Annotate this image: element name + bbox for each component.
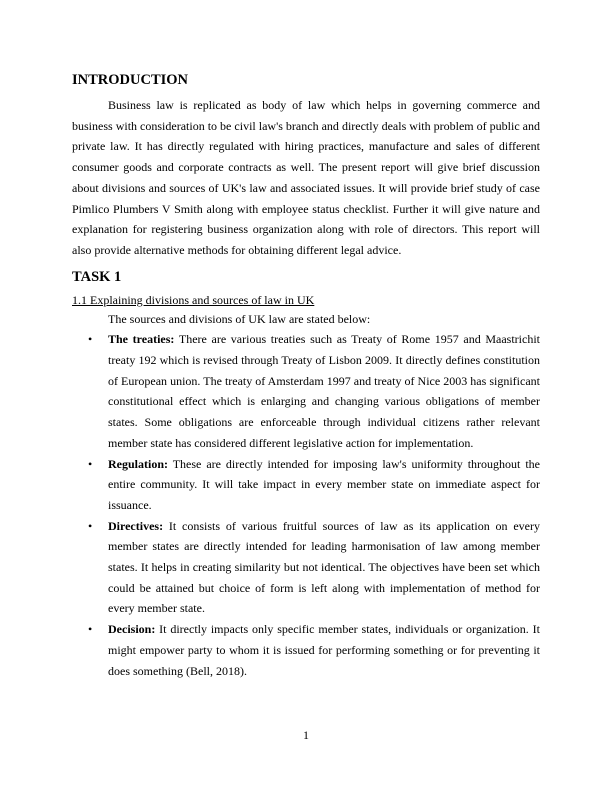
list-item-term: Decision: — [108, 622, 156, 637]
intro-paragraph: Business law is replicated as body of law which helps in governing commerce and business with consideration to be civil law's branch and directly deals with problem of public and private law. It has directly regulated with hiring practices, manufacture and sales of different consumer goods and corporate contracts as well. The present report will give brief discussion about divisions and sources of UK's law and associated issues. It will provide brief study of case Pimlico Plumbers V Smith along with employee status checklist. Further it will give nature and explanation for registering business organization along with role of directors. This report will also provide alternative methods for obtaining different legal advice. — [72, 98, 540, 257]
bullet-icon: • — [88, 332, 93, 347]
list-item-term: The treaties: — [108, 332, 175, 347]
section-subheading: 1.1 Explaining divisions and sources of law in UK — [72, 292, 315, 307]
list-item-text: It directly impacts only specific member states, individuals or organization. It might empower party to whom it is issued for performing something or for preventing it does something (Bell, 2018). — [108, 622, 540, 678]
list-item — [72, 329, 540, 453]
list-item — [72, 454, 540, 516]
document-body — [72, 70, 540, 681]
list-item-term: Regulation: — [108, 456, 168, 471]
list-item — [72, 619, 540, 681]
list-item-text: These are directly intended for imposing law's uniformity throughout the entire community. It will take impact in every member state on immediate aspect for issuance. — [108, 456, 540, 512]
bullet-icon: • — [88, 456, 93, 471]
list-item-text: There are various treaties such as Treaty of Rome 1957 and Maastrichit treaty 192 which is revised through Treaty of Lisbon 2009. It directly defines constitution of European union. The treaty of Amsterdam 1997 and treaty of Nice 2003 has significant constitutional effect which is enlarging and changing various obligations of member states. Some obligations are enforceable through individual citizens rather relevant member state has considered different legislative action for implementation. — [108, 332, 540, 450]
task-heading: TASK 1 — [72, 268, 122, 285]
bullet-icon: • — [88, 518, 93, 533]
sources-list — [72, 329, 540, 681]
page-number: 1 — [303, 728, 309, 742]
list-item-text: It consists of various fruitful sources of law as its application on every member states are directly intended for leading harmonisation of law among member states. It helps in creating similarity but not identical. The objectives have been set which could be attained but choice of form is left along with implementation of method for every member state. — [108, 518, 540, 616]
list-item-term: Directives: — [108, 518, 164, 533]
list-item — [72, 516, 540, 620]
intro-heading: INTRODUCTION — [72, 72, 189, 88]
section-lead: The sources and divisions of UK law are stated below: — [108, 311, 371, 326]
bullet-icon: • — [88, 622, 93, 637]
